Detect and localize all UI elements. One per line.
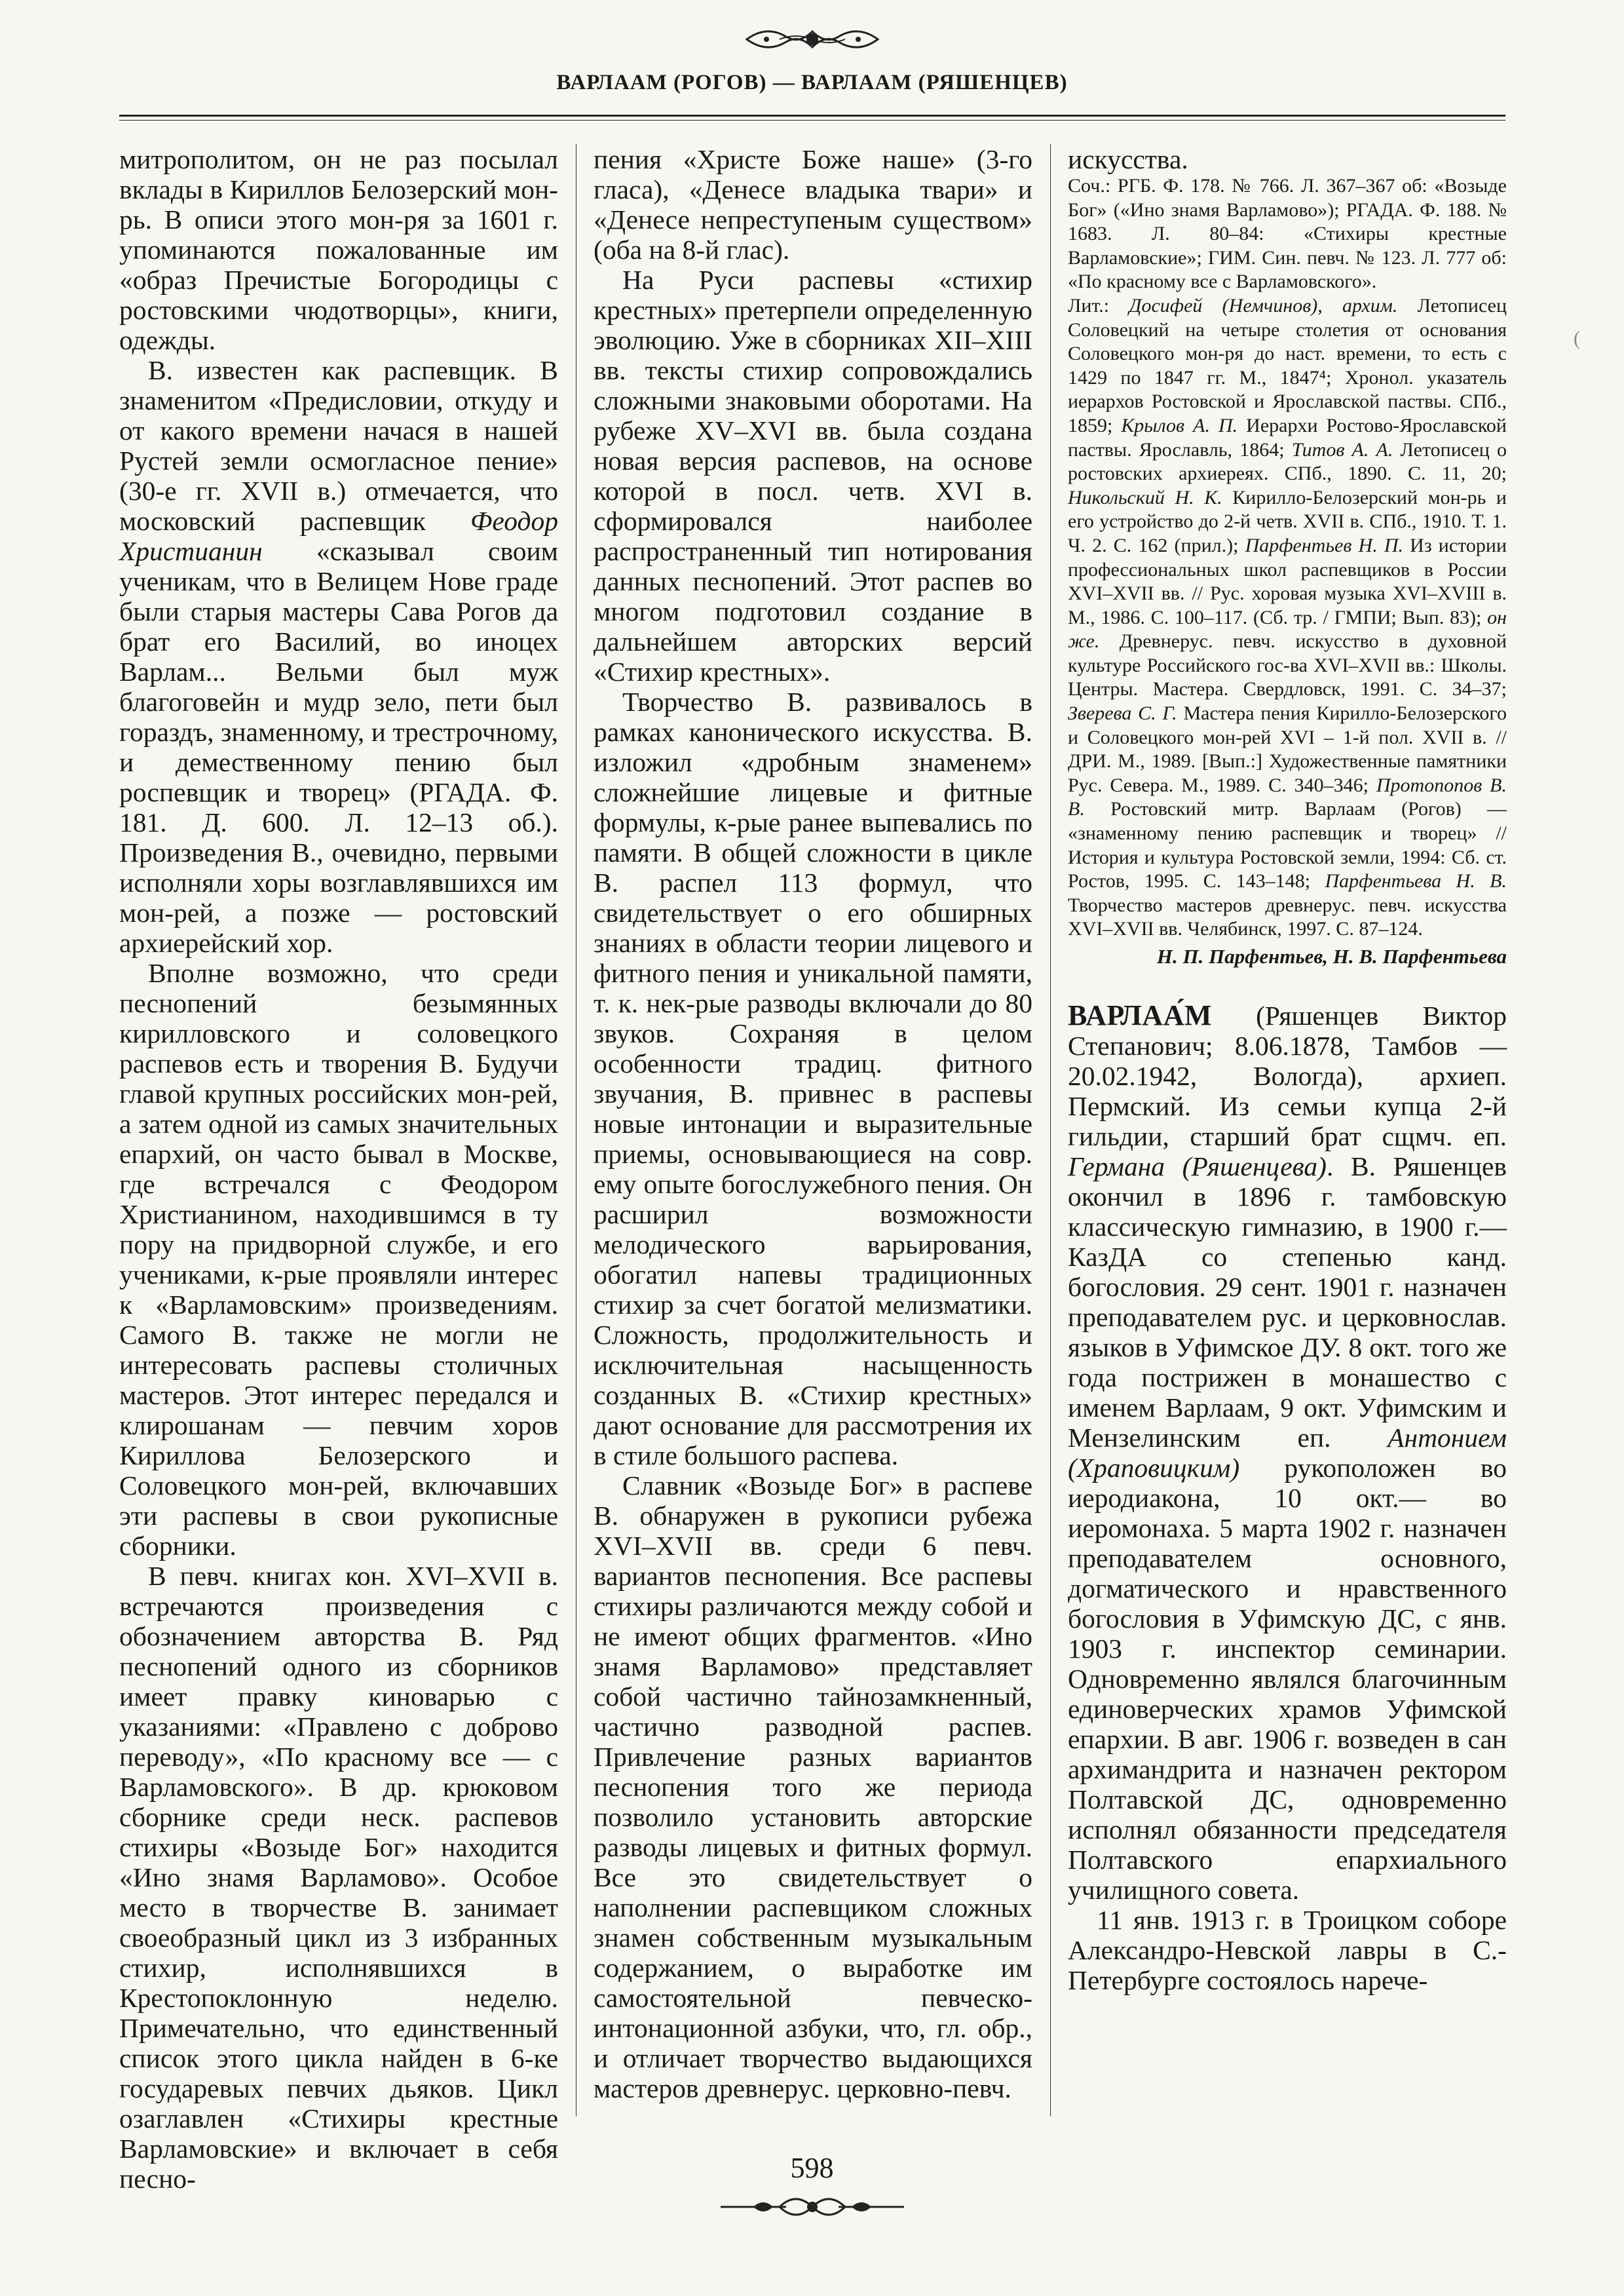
header-ornament <box>0 20 1624 59</box>
ref-author: Зверева С. Г. <box>1068 702 1177 725</box>
ref-author: Никольский Н. К. <box>1068 486 1222 508</box>
text-run: Иерархи Ростово-Ярославской паствы. Ярославль, 1864; <box>1068 414 1507 461</box>
margin-mark: ( <box>1574 328 1580 349</box>
article-authors: Н. П. Парфентьев, Н. В. Парфентьева <box>1156 945 1507 968</box>
column-divider <box>1050 144 1051 2116</box>
ref-author: Титов А. А. <box>1291 438 1393 461</box>
footer-ornament <box>0 2187 1624 2227</box>
text-run: (Ряшенцев Виктор Степанович; 8.06.1878, Тамбов — 20.02.1942, Вологда), архиеп. Пермский. Из семьи купца 2-й гильдии, старший брат сщмч. еп. <box>1068 1001 1507 1151</box>
paragraph: На Руси распевы «стихир крестных» претерпели определенную эволюцию. Уже в сборниках XII–XIII вв. тексты стихир сопровождались сложными знаковыми оборотами. На рубеже XV–XVI вв. была создана новая версия распевов, на основе которой в посл. четв. XVI в. сформировался наиболее распространенный тип нотирования данных песнопений. Этот распев во многом подготовил создание в дальнейшем авторских версий «Стихир крестных». <box>594 265 1032 687</box>
ref-author: Парфентьева Н. В. <box>1325 870 1507 892</box>
ref-author: он же. <box>1068 606 1507 653</box>
entry-headword: ВАРЛАА́М <box>1068 999 1212 1031</box>
text-run: «сказывал своим ученикам, что в Велицем Нове граде были старыя мастеры Сава Рогов да брат его Василий, во иноцех Варлам... Вельми был муж благоговейн и мудр зело, пети был гораздъ, знаменному, и трестрочному, и демественному пению был роспевщик и творец» (РГАДА. Ф. 181. Д. 600. Л. 12–13 об.). Произведения В., очевидно, первыми исполняли хоры возглавлявшихся им мон-рей, а позже — ростовский архиерейский хор. <box>119 536 558 958</box>
paragraph <box>1068 1001 1507 1905</box>
text-run: Мастера пения Кирилло-Белозерского и Соловецкого мон-рей XVI – 1-й пол. XVII в. // ДРИ. М., 1989. [Вып.:] Художественные памятники Рус. Севера. М., 1989. С. 340–346; <box>1068 702 1507 796</box>
paragraph: пения «Христе Боже наше» (3-го гласа), «Денесе владыка твари» и «Денесе непреступеным существом» (оба на 8-й глас). <box>594 144 1032 265</box>
ref-author: Крылов А. П. <box>1121 414 1238 436</box>
text-run: Из истории профессиональных школ распевщиков в России XVI–XVII вв. // Рус. хоровая музыка XVI–XVIII в. М., 1986. С. 100–117. (Сб. тр. / ГМПИ; Вып. 83); <box>1068 534 1507 628</box>
cross-reference[interactable]: Антонием (Храповицким) <box>1068 1423 1507 1483</box>
text-run: Кирилло-Белозерский мон-рь и его устройство до 2-й четв. XVII в. СПб., 1910. Т. 1. Ч. 2. С. 162 (прил.); <box>1068 486 1507 556</box>
text-run: Ростовский митр. Варлаам (Рогов) — «знаменному пению распевщик и творец» // История и культура Ростовской земли, 1994: Сб. ст. Ростов, 1995. С. 143–148; <box>1068 798 1507 892</box>
text-run: Творчество мастеров древнерус. певч. искусства XVI–XVII вв. Челябинск, 1997. С. 87–124. <box>1068 894 1507 940</box>
page-number: 598 <box>790 2152 834 2184</box>
works-list: Соч.: РГБ. Ф. 178. № 766. Л. 367–367 об: «Возыде Бог» («Ино знамя Варламово»); РГАДА. Ф. 188. № 1683. Л. 80–84: «Стихиры крестные Варламовские»; ГИМ. Син. певч. № 123. Л. 777 об: «По красному все с Варламовского». <box>1068 175 1507 293</box>
paragraph: В певч. книгах кон. XVI–XVII в. встречаются произведения с обозначением авторства В. Ряд песнопений одного из сборников имеет правку киноварью с указаниями: «Правлено с доброво переводу», «По красному все — с Варламовского». В др. крюковом сборнике среди неск. распевов стихиры «Возыде Бог» находится «Ино знамя Варламово». Особое место в творчестве В. занимает своеобразный цикл из 3 избранных стихир, исполнявшихся в Крестопоклонную неделю. Примечательно, что единственный список этого цикла найден в 6-ке государевых певчих дьяков. Цикл озаглавлен «Стихиры крестные Варламовские» и включает в себя песно- <box>119 1561 558 2194</box>
column-1 <box>119 144 558 2194</box>
text-run: Лит.: <box>1068 294 1129 316</box>
text-run: В. известен как распевщик. В знаменитом «Предисловии, откуду и от какого времени начася в нашей Рустей земли осмогласное пение» (30-е гг. XVII в.) отмечается, что московский распевщик <box>119 355 558 536</box>
text-run: рукоположен во иеродиакона, 10 окт.— во иеромонаха. 5 марта 1902 г. назначен преподавателем основного, догматического и нравственного богословия в Уфимскую ДС, с янв. 1903 г. инспектор семинарии. Одновременно являлся благочинным единоверческих храмов Уфимской епархии. В авг. 1906 г. возведен в сан архимандрита и назначен ректором Полтавской ДС, одновременно исполнял обязанности председателя Полтавского епархиального училищного совета. <box>1068 1453 1507 1905</box>
literature-list <box>1068 294 1507 942</box>
person-name: Феодор Христианин <box>119 506 558 566</box>
paragraph: Вполне возможно, что среди песнопений безымянных кирилловского и соловецкого распевов есть и творения В. Будучи главой крупных российских мон-рей, а затем одной из самых значительных епархий, он часто бывал в Москве, где встречался с Феодором Христианином, находившимся в ту пору на придворной службе, и его учениками, к-рые проявляли интерес к «Варламовским» произведениям. Самого В. также не могли не интересовать распевы столичных мастеров. Этот интерес передался и клирошанам — певчим хоров Кириллова Белозерского и Соловецкого мон-рей, включавших эти распевы в свои рукописные сборники. <box>119 958 558 1561</box>
text-run: Летописец Соловецкий на четыре столетия от основания Соловецкого мон-ря до наст. времени, то есть с 1429 по 1847 гг. М., 1847⁴; Хронол. указатель иерархов Ростовской и Ярославской паствы. СПб., 1859; <box>1068 294 1507 436</box>
paragraph: искусства. <box>1068 144 1188 174</box>
running-title: ВАРЛААМ (РОГОВ) — ВАРЛААМ (РЯШЕНЦЕВ) <box>556 71 1068 94</box>
ref-author: Парфентьев Н. П. <box>1245 534 1404 556</box>
paragraph: Славник «Возыде Бог» в распеве В. обнаружен в рукописи рубежа XVI–XVII вв. среди 6 певч. вариантов песнопения. Все распевы стихиры различаются между собой и не имеют общих фрагментов. «Ино знамя Варламово» представляет собой частично тайнозамкненный, частично разводной распев. Привлечение разных вариантов песнопения того же периода позволило установить авторские разводы лицевых и фитных формул. Все это свидетельствует о наполнении распевщиком сложных знамен собственным музыкальным содержанием, о выработке им самостоятельной певческо-интонационной азбуки, что, гл. обр., и отличает творчество выдающихся мастеров древнерус. церковно-певч. <box>594 1470 1032 2103</box>
text-run: Летописец о ростовских архиереях. СПб., 1890. С. 11, 20; <box>1068 438 1507 485</box>
cross-reference[interactable]: Германа (Ряшенцева) <box>1068 1151 1327 1181</box>
paragraph: Творчество В. развивалось в рамках канонического искусства. В. изложил «дробным знаменем» сложнейшие лицевые и фитные формулы, к-рые ранее выпевались по памяти. В общей сложности в цикле В. распел 113 формул, что свидетельствует о его обширных знаниях в области теории лицевого и фитного пения и уникальной памяти, т. к. нек-рые разводы включали до 80 звуков. Сохраняя в целом особенности традиц. фитного звучания, В. привнес в распевы новые интонации и выразительные приемы, основывающиеся на совр. ему опыте богослужебного пения. Он расширил возможности мелодического варьирования, обогатил напевы традиционных стихир за счет богатой мелизматики. Сложность, продолжительность и исключительная насыщенность созданных В. «Стихир крестных» дают основание для рассмотрения их в стиле большого распева. <box>594 687 1032 1470</box>
paragraph <box>119 355 558 958</box>
ref-author: Протопопов В. В. <box>1068 774 1507 820</box>
paragraph: 11 янв. 1913 г. в Троицком соборе Александро-Невской лавры в С.-Петербурге состоялось нарече- <box>1068 1905 1507 1995</box>
column-3 <box>1068 144 1507 1995</box>
text-run: Древнерус. певч. искусство в духовной культуре Российского гос-ва XVI–XVII вв.: Школы. Центры. Мастера. Свердловск, 1991. С. 34–37; <box>1068 630 1507 700</box>
column-2 <box>594 144 1032 2103</box>
entry-varlaam-ryashentsev <box>1068 1001 1507 1995</box>
header-rule <box>119 115 1505 121</box>
bibliography <box>1068 174 1507 969</box>
ref-author: Досифей (Немчинов), архим. <box>1129 294 1398 316</box>
paragraph: митрополитом, он не раз посылал вклады в Кириллов Белозерский мон-рь. В описи этого мон-ря за 1601 г. упоминаются пожалованные им «образ Пречистые Богородицы с ростовскими чюдотворцы», книги, одежды. <box>119 144 558 355</box>
text-run: . В. Ряшенцев окончил в 1896 г. тамбовскую классическую гимназию, в 1900 г.— КазДА со степенью канд. богословия. 29 сент. 1901 г. назначен преподавателем рус. и церковнослав. языков в Уфимское ДУ. 8 окт. того же года пострижен в монашество с именем Варлаам, 9 окт. Уфимским и Мензелинским еп. <box>1068 1151 1507 1453</box>
